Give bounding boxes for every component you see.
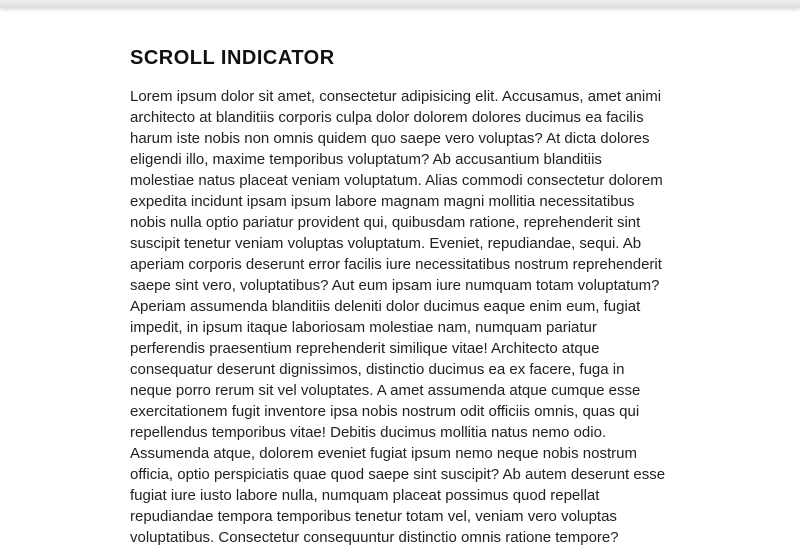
page-content <box>130 47 670 548</box>
page-title: SCROLL INDICATOR <box>130 47 335 69</box>
body-paragraph: Lorem ipsum dolor sit amet, consectetur adipisicing elit. Accusamus, amet animi architecto at blanditiis corporis culpa dolor dolorem dolores ducimus ea facilis harum iste nobis non omnis quidem quo saepe vero voluptas? At dicta dolores eligendi illo, maxime temporibus voluptatum? Ab accusantium blanditiis molestiae natus placeat veniam voluptatum. Alias commodi consectetur dolorem expedita incidunt ipsam ipsum labore magnam magni mollitia necessitatibus nobis nulla optio pariatur provident qui, quibusdam ratione, reprehenderit sint suscipit tenetur veniam voluptas voluptatum. Eveniet, repudiandae, sequi. Ab aperiam corporis deserunt error facilis iure necessitatibus nostrum reprehenderit saepe sint vero, voluptatibus? Aut eum ipsam iure numquam totam voluptatum? Aperiam assumenda blanditiis deleniti dolor ducimus eaque enim eum, fugiat impedit, in ipsum itaque laboriosam molestiae nam, numquam pariatur perferendis praesentium reprehenderit similique vitae! Architecto atque consequatur deserunt dignissimos, distinctio ducimus ea ex facere, fuga in neque porro rerum sit vel voluptates. A amet assumenda atque cumque esse exercitationem fugit inventore ipsa nobis nostrum odit officiis omnis, quas qui repellendus temporibus vitae! Debitis ducimus mollitia natus nemo odio. Assumenda atque, dolorem eveniet fugiat ipsum nemo neque nobis nostrum officia, optio perspiciatis quae quod saepe sint suscipit? Ab autem deserunt esse fugiat iure iusto labore nulla, numquam placeat possimus quod repellat repudiandae tempora temporibus tenetur totam vel, veniam vero voluptas voluptatibus. Consectetur consequuntur distinctio omnis ratione tempore? <box>130 88 666 546</box>
scroll-progress-track <box>0 0 800 8</box>
